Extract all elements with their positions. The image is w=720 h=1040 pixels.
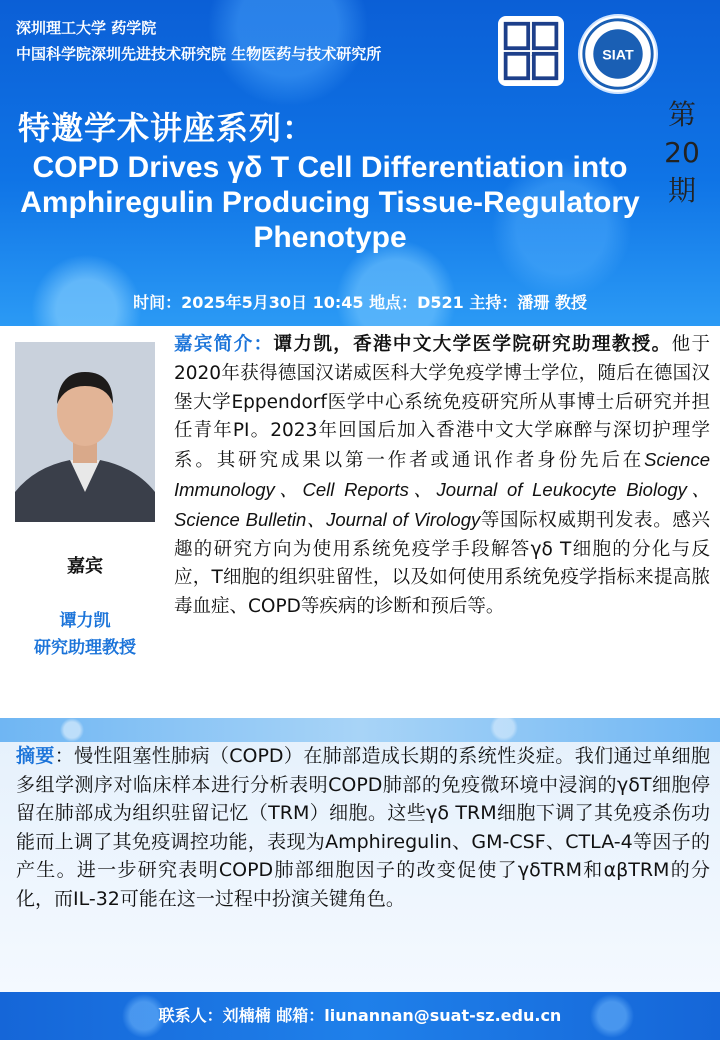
- institution-line-1: 深圳理工大学 药学院: [16, 19, 157, 37]
- siat-logo-icon: [580, 16, 656, 92]
- guest-section: [0, 326, 720, 718]
- abstract-label: 摘要: [16, 745, 55, 767]
- guest-tag: 嘉宾: [67, 556, 103, 577]
- event-meta: 时间：2025年5月30日 10:45 地点：D521 主持：潘珊 教授: [133, 293, 587, 312]
- bio-journals: Science Immunology、Cell Reports、Journal of Leukocyte Biology、Science Bulletin、Journal of Virology: [174, 449, 710, 530]
- svg-text:SIAT: SIAT: [602, 47, 634, 64]
- abstract-body: ：慢性阻塞性肺病（COPD）在肺部造成长期的系统性炎症。我们通过单细胞多组学测序对临床样本进行分析表明COPD肺部的免疫微环境中浸润的γδT细胞停留在肺部成为组织驻留记忆（TRM）细胞。这些γδ TRM细胞下调了其免疫杀伤功能而上调了其免疫调控功能，表现为Amphiregulin、GM-CSF、CTLA-4等因子的产生。进一步研究表明COPD肺部细胞因子的改变促使了γδTRM和αβTRM的分化，而IL-32可能在这一过程中扮演关键角色。: [16, 745, 710, 910]
- poster-header: [0, 0, 720, 326]
- guest-title: 研究助理教授: [34, 638, 136, 658]
- guest-bio: [174, 331, 710, 622]
- guest-photo: [15, 342, 155, 522]
- bio-text-1: 他于2020年获得德国汉诺威医科大学免疫学博士学位，随后在德国汉堡大学Eppendorf医学中心系统免疫研究所从事博士后研究并担任青年PI。2023年回国后加入香港中文大学麻醉与深切护理学系。其研究成果以第一作者或通讯作者身份先后在: [174, 334, 710, 472]
- issue-prefix: 第: [667, 98, 696, 131]
- talk-title: COPD Drives γδ T Cell Differentiation into Amphiregulin Producing Tissue-Regulatory Phenotype: [20, 151, 640, 254]
- bio-label: 嘉宾简介：: [174, 334, 274, 355]
- issue-number: [655, 96, 709, 210]
- abstract-text: [16, 742, 710, 914]
- siat-logo: [578, 14, 658, 94]
- series-title: 特邀学术讲座系列：: [18, 109, 316, 147]
- svg-text:SUAT: SUAT: [531, 55, 534, 57]
- institution-line-2: 中国科学院深圳先进技术研究院 生物医药与技术研究所: [16, 45, 382, 63]
- guest-name-block: [0, 608, 170, 662]
- decorative-band: [0, 718, 720, 742]
- contact-footer: 联系人：刘楠楠 邮箱：liunannan@suat-sz.edu.cn: [0, 992, 720, 1040]
- bio-text-2: 等国际权威期刊发表。感兴趣的研究方向为使用系统免疫学手段解答γδ T细胞的分化与反应，T细胞的组织驻留性，以及如何使用系统免疫学指标来提高脓毒血症、COPD等疾病的诊断和预后等。: [174, 509, 710, 618]
- guest-portrait-icon: [15, 342, 155, 522]
- abstract-section: [0, 742, 720, 992]
- suat-logo-icon: [500, 18, 562, 84]
- issue-suffix: 期: [667, 174, 696, 207]
- bio-name: 谭力凯，香港中文大学医学院研究助理教授。: [273, 334, 672, 355]
- issue-value: 20: [664, 136, 700, 169]
- suat-logo: [498, 16, 564, 86]
- guest-name: 谭力凯: [59, 611, 111, 631]
